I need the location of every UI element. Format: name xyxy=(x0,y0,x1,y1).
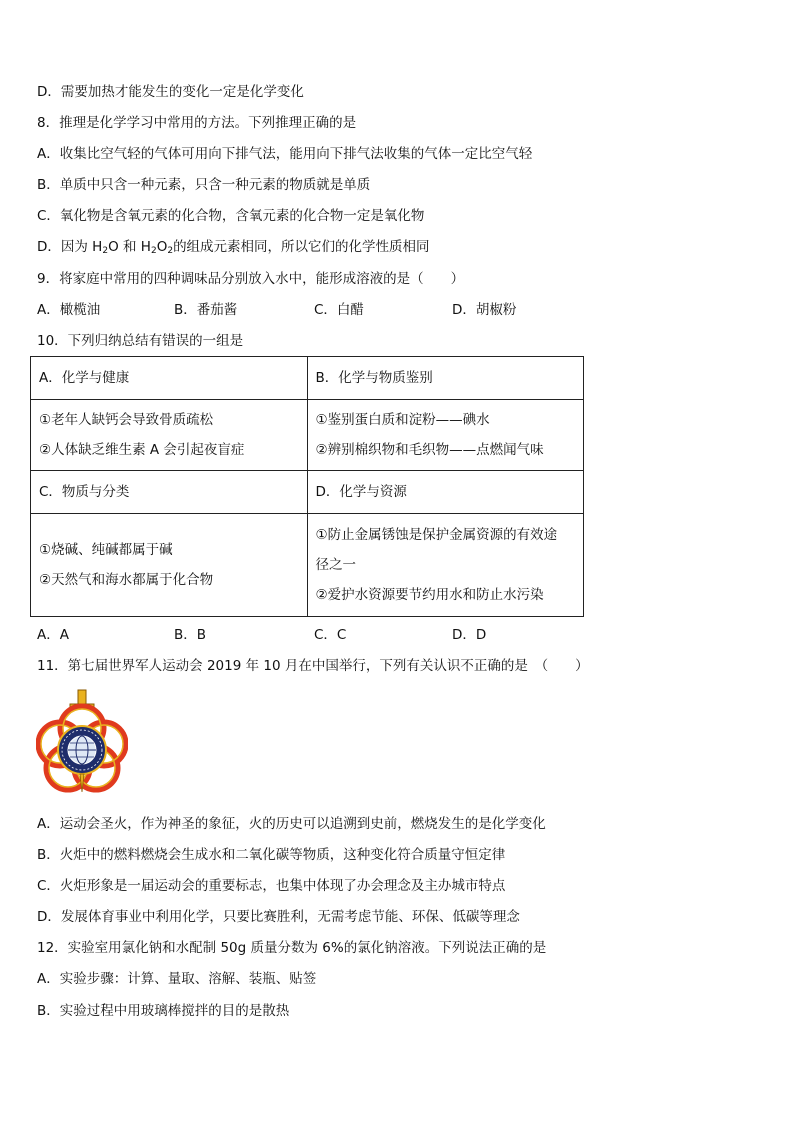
cell-b-body: ①鉴别蛋白质和淀粉——碘水 ②辨别棉织物和毛织物——点燃闻气味 xyxy=(307,400,584,471)
q10-option-a: A．A xyxy=(37,627,69,643)
cell-d-head: D．化学与资源 xyxy=(307,471,584,514)
question-11: 11．第七届世界军人运动会 2019 年 10 月在中国举行，下列有关认识不正确的是 （ ） xyxy=(37,658,589,674)
question-10: 10．下列归纳总结有错误的一组是 xyxy=(37,333,244,349)
q11-option-c: C．火炬形象是一届运动会的重要标志，也集中体现了办会理念及主办城市特点 xyxy=(37,878,506,894)
q8-option-b: B．单质中只含一种元素，只含一种元素的物质就是单质 xyxy=(37,177,371,193)
cell-d-body: ①防止金属锈蚀是保护金属资源的有效途 径之一 ②爱护水资源要节约用水和防止水污染 xyxy=(307,514,584,617)
q11-option-b: B．火炬中的燃料燃烧会生成水和二氧化碳等物质，这种变化符合质量守恒定律 xyxy=(37,847,506,863)
cell-c-body: ①烧碱、纯碱都属于碱 ②天然气和海水都属于化合物 xyxy=(31,514,308,617)
q12-option-b: B．实验过程中用玻璃棒搅拌的目的是散热 xyxy=(37,1003,290,1019)
q9-option-d: D．胡椒粉 xyxy=(452,302,517,318)
q10-option-b: B．B xyxy=(174,627,207,643)
q11-option-a: A．运动会圣火，作为神圣的象征，火的历史可以追溯到史前，燃烧发生的是化学变化 xyxy=(37,816,546,832)
military-world-games-emblem-icon xyxy=(36,688,128,798)
q10-option-d: D．D xyxy=(452,627,487,643)
q7-option-d: D．需要加热才能发生的变化一定是化学变化 xyxy=(37,84,304,100)
cell-c-head: C．物质与分类 xyxy=(31,471,308,514)
cell-a-body: ①老年人缺钙会导致骨质疏松 ②人体缺乏维生素 A 会引起夜盲症 xyxy=(31,400,308,471)
q12-option-a: A．实验步骤：计算、量取、溶解、装瓶、贴签 xyxy=(37,971,317,987)
question-8: 8．推理是化学学习中常用的方法。下列推理正确的是 xyxy=(37,115,357,131)
question-12: 12．实验室用氯化钠和水配制 50g 质量分数为 6%的氯化钠溶液。下列说法正确的是 xyxy=(37,940,547,956)
cell-b-head: B．化学与物质鉴别 xyxy=(307,357,584,400)
q11-option-d: D．发展体育事业中利用化学，只要比赛胜利，无需考虑节能、环保、低碳等理念 xyxy=(37,909,520,925)
summary-table xyxy=(30,356,584,617)
cell-a-head: A．化学与健康 xyxy=(31,357,308,400)
q8-option-a: A．收集比空气轻的气体可用向下排气法，能用向下排气法收集的气体一定比空气轻 xyxy=(37,146,533,162)
q9-option-a: A．橄榄油 xyxy=(37,302,101,318)
q8-option-c: C．氧化物是含氧元素的化合物，含氧元素的化合物一定是氧化物 xyxy=(37,208,425,224)
question-9: 9．将家庭中常用的四种调味品分别放入水中，能形成溶液的是（ ） xyxy=(37,271,465,287)
q9-option-c: C．白醋 xyxy=(314,302,364,318)
q8-option-d: D．因为 $H_2O$ 和 $H_2O_2$的组成元素相同，所以它们的化学性质相同 xyxy=(37,239,430,256)
q10-option-c: C．C xyxy=(314,627,347,643)
q9-option-b: B．番茄酱 xyxy=(174,302,238,318)
